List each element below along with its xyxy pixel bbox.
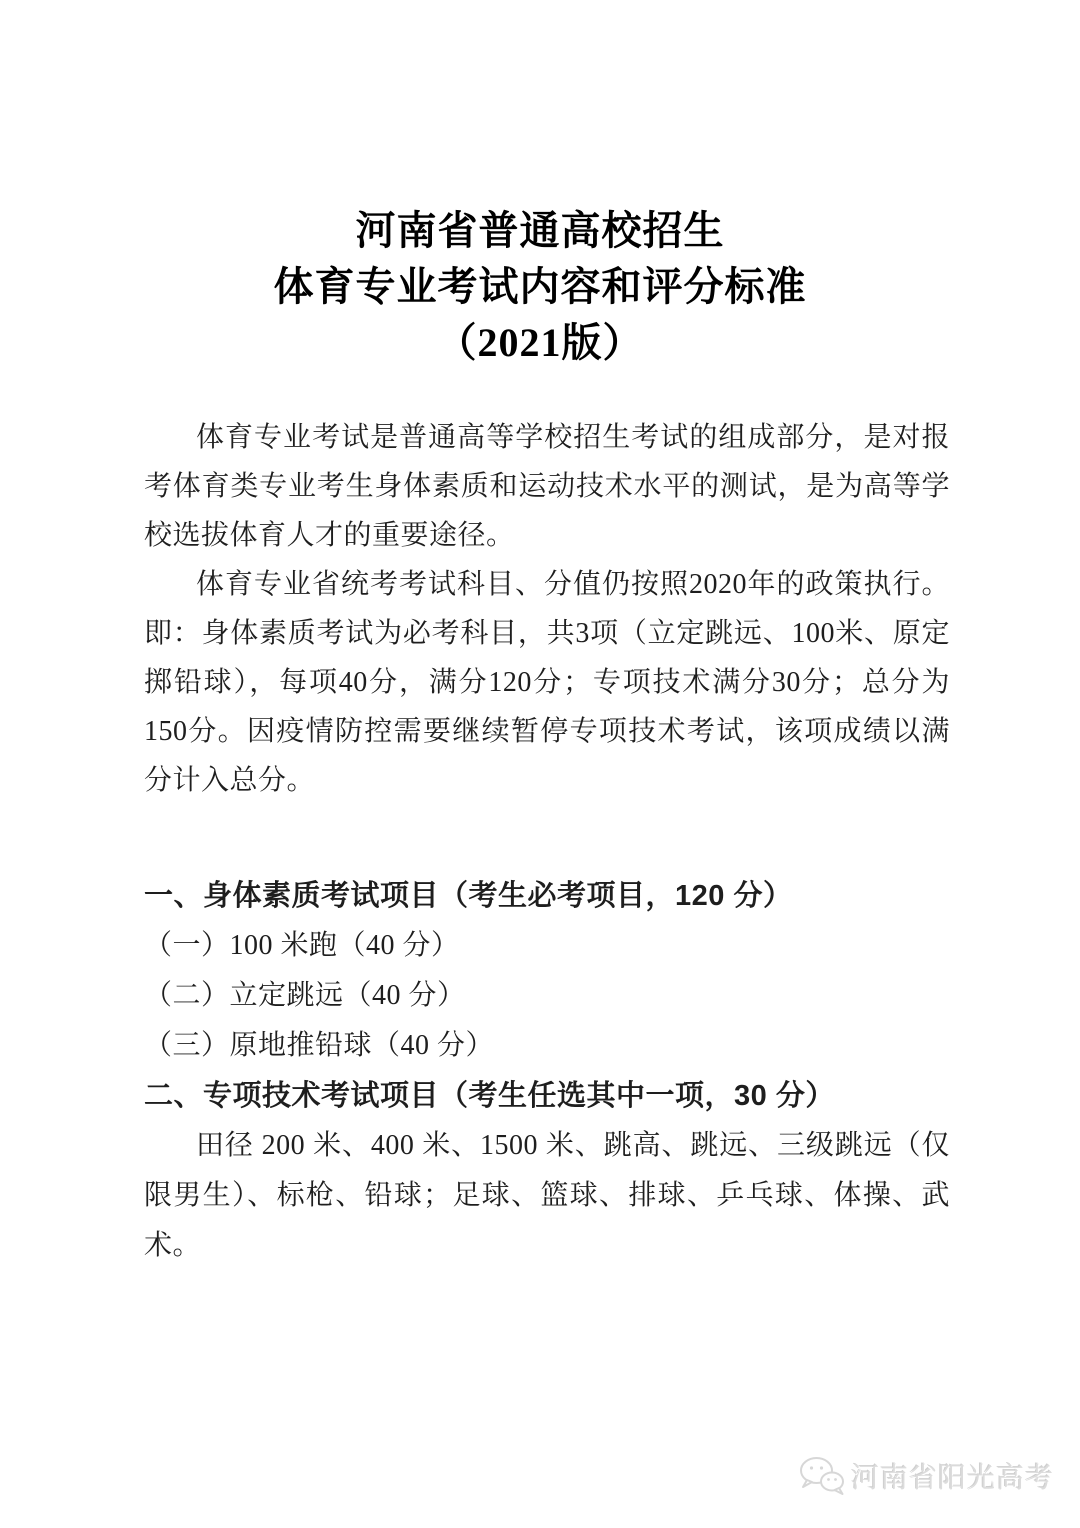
title-line-2: 体育专业考试内容和评分标准 (273, 264, 807, 309)
exam-item-standing-long-jump: （二）立定跳远（40 分） (144, 980, 466, 1011)
title-line-1: 河南省普通高校招生 (355, 208, 725, 253)
section-2-body: 田径 200 米、400 米、1500 米、跳高、跳远、三级跳远（仅限男生）、标枪、铅球；足球、篮球、排球、乒乓球、体操、武术。 (144, 1130, 950, 1261)
watermark (799, 1456, 1054, 1496)
exam-item-100m: （一）100 米跑（40 分） (144, 930, 460, 961)
document-body (144, 413, 950, 1271)
watermark-label: 河南省阳光高考 (850, 1462, 1054, 1493)
intro-paragraph: 体育专业考试是普通高等学校招生考试的组成部分，是对报考体育类专业考生身体素质和运动技术水平的测试，是为高等学校选拔体育人才的重要途径。 (144, 422, 950, 551)
wechat-icon (799, 1456, 845, 1496)
title-line-3: （2021版） (436, 320, 644, 365)
exam-item-shot-put: （三）原地推铅球（40 分） (144, 1030, 495, 1061)
section-2-heading: 二、专项技术考试项目（考生任选其中一项，30 分） (144, 1080, 835, 1112)
section-1-heading: 一、身体素质考试项目（考生必考项目，120 分） (144, 880, 793, 912)
policy-paragraph: 体育专业省统考考试科目、分值仍按照2020年的政策执行。即：身体素质考试为必考科目，共3项（立定跳远、100米、原定掷铅球），每项40分，满分120分；专项技术满分30分；总分为150分。因疫情防控需要继续暂停专项技术考试，该项成绩以满分计入总分。 (144, 569, 950, 796)
document-title (0, 0, 1080, 371)
